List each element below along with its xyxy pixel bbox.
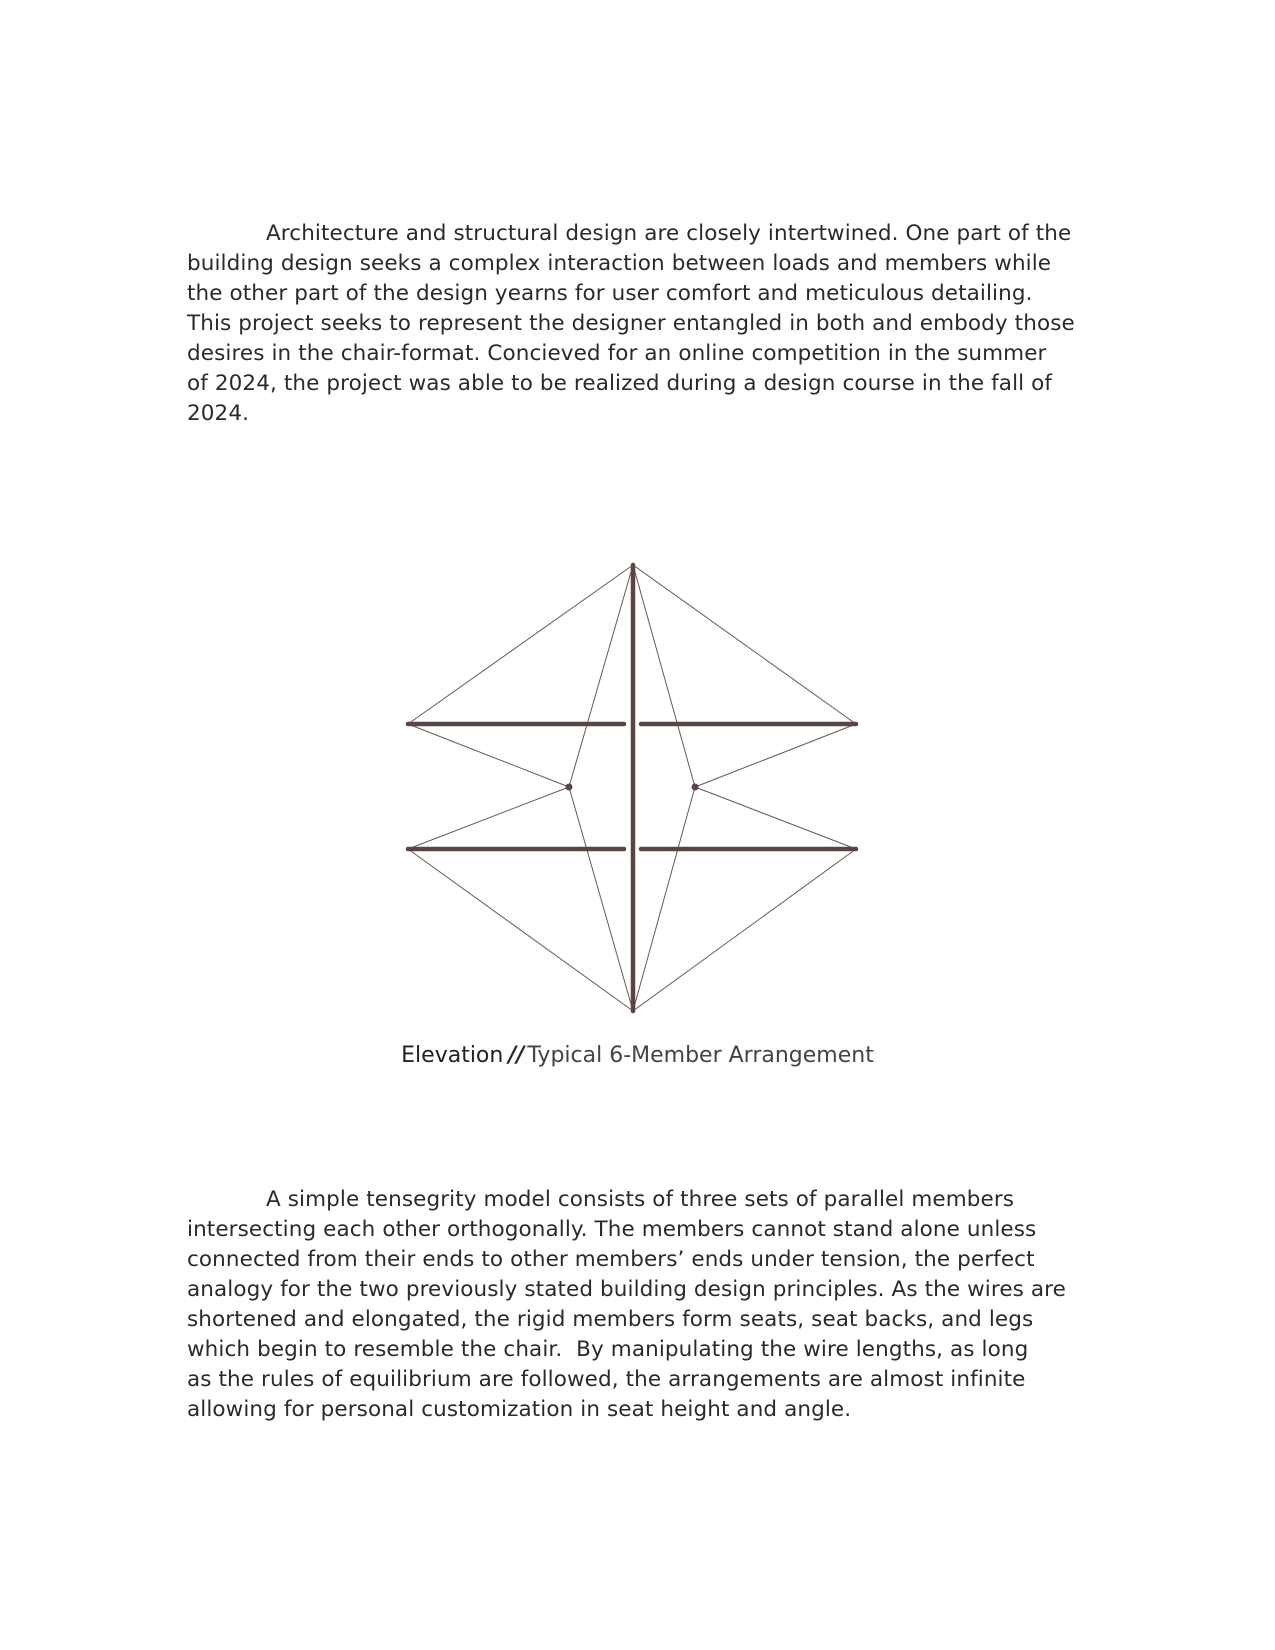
wire [408, 849, 633, 1011]
method-line: connected from their ends to other members’ ends under tension, the perfect [187, 1247, 1035, 1272]
wire [695, 787, 856, 849]
intro-line: Architecture and structural design are closely intertwined. One part of the [266, 221, 1072, 246]
caption-separator: // [508, 1043, 525, 1068]
wire [695, 724, 856, 787]
intro-line: This project seeks to represent the designer entangled in both and embody those [187, 311, 1075, 336]
method-line: A simple tensegrity model consists of three sets of parallel members [266, 1187, 1015, 1212]
intro-line: desires in the chair-format. Concieved for an online competition in the summer [187, 341, 1047, 366]
tension-wires [408, 565, 856, 1011]
wire [633, 565, 695, 787]
wire [408, 565, 633, 724]
figure-caption [0, 1043, 1275, 1068]
method-line: intersecting each other orthogonally. The members cannot stand alone unless [187, 1217, 1037, 1242]
member-node-right [692, 784, 699, 791]
caption-label: Elevation [401, 1043, 504, 1068]
wire [633, 787, 695, 1011]
method-line: which begin to resemble the chair. By manipulating the wire lengths, as long [187, 1337, 1029, 1362]
intro-line: the other part of the design yearns for user comfort and meticulous detailing. [187, 281, 1033, 306]
member-node-left [566, 784, 573, 791]
wire [569, 787, 633, 1011]
wire [408, 787, 569, 849]
wire [569, 565, 633, 787]
wire [633, 565, 856, 724]
intro-line: 2024. [187, 401, 250, 426]
rigid-members [408, 565, 856, 1011]
intro-line: of 2024, the project was able to be realized during a design course in the fall of [187, 371, 1053, 396]
intro-paragraph [187, 219, 1097, 429]
method-line: analogy for the two previously stated building design principles. As the wires are [187, 1277, 1066, 1302]
member-nodes [566, 784, 699, 791]
intro-line: building design seeks a complex interaction between loads and members while [187, 251, 1052, 276]
caption-text: Typical 6-Member Arrangement [527, 1043, 874, 1068]
method-line: as the rules of equilibrium are followed, the arrangements are almost infinite [187, 1367, 1026, 1392]
wire [633, 849, 856, 1011]
method-paragraph [187, 1185, 1097, 1425]
method-line: shortened and elongated, the rigid members form seats, seat backs, and legs [187, 1307, 1034, 1332]
method-line: allowing for personal customization in seat height and angle. [187, 1397, 852, 1422]
wire [408, 724, 569, 787]
